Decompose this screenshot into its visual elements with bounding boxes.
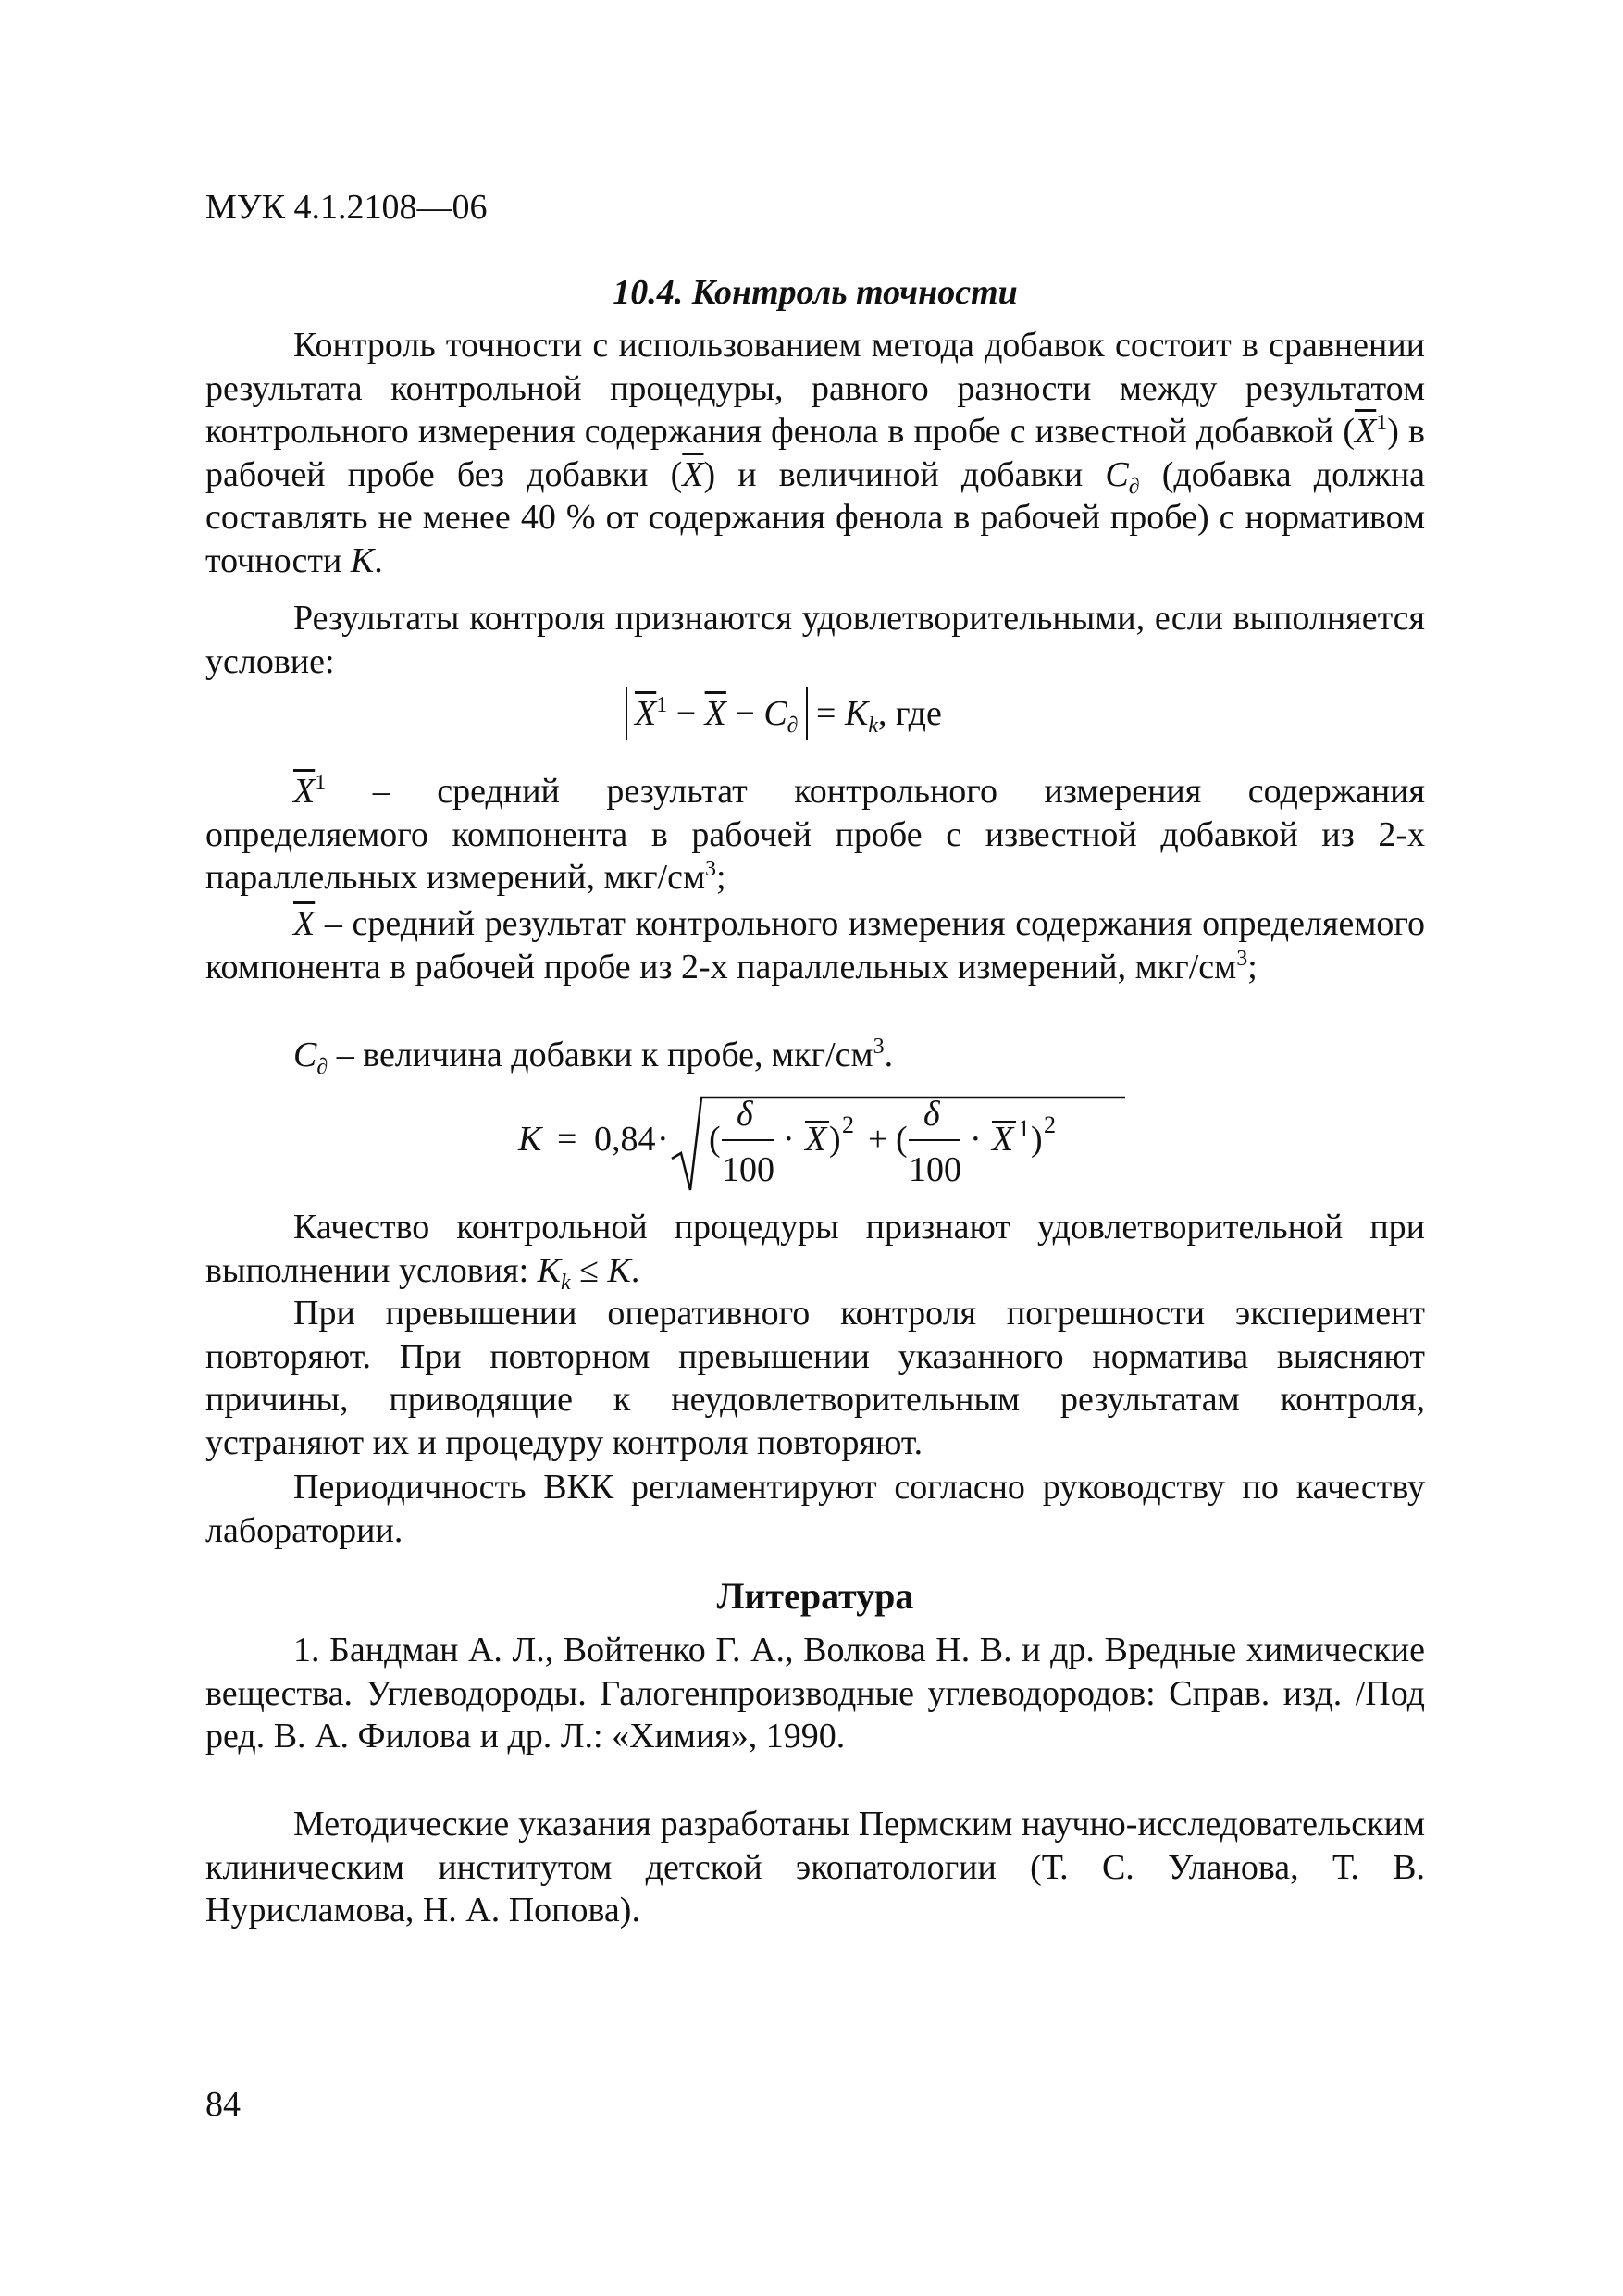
var-x-bar: $\overline{X}$ <box>704 694 726 733</box>
literature-item: 1. Бандман А. Л., Войтенко Г. А., Волкова Н. В. и др. Вредные химические вещества. Углеводороды. Галогенпроизводные углеводородов: Справ. изд. /Под ред. В. А. Филова и др. Л.: «Химия», 1990. <box>205 1631 1425 1756</box>
leq-sign: ≤ <box>579 1250 599 1290</box>
paragraph-periodicity: Периодичность ВКК регламентируют согласно руководству по качеству лаборатории. <box>205 1468 1425 1550</box>
dot-operator: · <box>970 1120 982 1159</box>
dot-operator: · <box>657 1120 669 1159</box>
semicolon: ; <box>716 858 726 897</box>
sub-d: ∂ <box>316 1055 328 1079</box>
doc-code-header: МУК 4.1.2108—06 <box>205 188 488 227</box>
sub-d: ∂ <box>787 714 799 738</box>
def-x-text: – средний результат контрольного измерения содержания определяемого компонента в рабочей пробе из 2-х параллельных измерений, мкг/см <box>205 904 1426 987</box>
paragraph-condition: Результаты контроля признаются удовлетворительными, если выполняется условие: <box>205 599 1425 681</box>
var-k: K <box>607 1250 631 1290</box>
sup-3: 3 <box>705 857 717 881</box>
period: . <box>374 540 383 580</box>
equals-sign: = <box>816 694 836 733</box>
p1-part-a: Контроль точности с использованием метода добавок состоит в сравнении результата контрольной процедуры, равного разности между результатом контрольного измерения содержания фенола в пробе с известной добавкой ( <box>205 326 1425 451</box>
svg-text:): ) <box>829 1120 841 1159</box>
formula-condition <box>626 687 942 740</box>
delta-symbol: δ <box>737 1095 753 1134</box>
var-c: C <box>763 694 787 733</box>
paragraph-exceed: При превышении оперативного контроля погрешности эксперимент повторяют. При повторном превышении указанного норматива выясняют причины, приводящие к неудовлетворительным результатам контроля, устраняют их и процедуру контроля повторяют. <box>205 1294 1425 1462</box>
sub-k: k <box>868 714 878 738</box>
sup-1: 1 <box>315 771 327 795</box>
var-x-bar: $\overline{X}$ <box>293 772 316 811</box>
var-k: K <box>518 1120 542 1159</box>
period: . <box>630 1250 640 1290</box>
definition-x <box>205 902 1425 988</box>
var-x-bar: $\overline{X}$ <box>635 694 657 733</box>
var-k: K <box>537 1250 561 1290</box>
semicolon: ; <box>1247 947 1258 987</box>
var-k: K <box>350 540 375 580</box>
number-100: 100 <box>722 1150 774 1189</box>
sup-3: 3 <box>873 1035 885 1059</box>
var-x-bar: $\overline{X}$ <box>682 454 704 494</box>
def-x1-text: – средний результат контрольного измерения содержания определяемого компонента в рабочей пробе с известной добавкой из 2-х параллельных измерений, мкг/см <box>205 772 1425 897</box>
equals-sign: = <box>557 1120 577 1159</box>
coefficient: 0,84 <box>594 1120 656 1159</box>
var-x-bar: X <box>992 1120 1014 1159</box>
exponent-1: 1 <box>1018 1115 1030 1142</box>
minus-sign: − <box>735 694 755 733</box>
paragraph-quality <box>205 1206 1425 1295</box>
sup-1: 1 <box>1376 411 1388 435</box>
svg-text:(: ( <box>709 1120 721 1159</box>
where-word: , где <box>877 694 942 733</box>
minus-sign: − <box>675 694 697 733</box>
dot-operator: · <box>783 1120 795 1159</box>
var-x-bar: X <box>805 1120 827 1159</box>
var-c: C <box>293 1036 317 1074</box>
p1-part-d: (добавка должна составлять не менее 40 % от содержания фенола в рабочей пробе) с нормативом точности <box>205 454 1426 580</box>
var-c: C <box>1105 454 1129 494</box>
period: . <box>884 1036 894 1074</box>
sub-d: ∂ <box>1128 474 1140 499</box>
definition-cd <box>205 1034 1425 1077</box>
number-100: 100 <box>909 1150 961 1189</box>
sup-1: 1 <box>656 693 668 717</box>
var-x-bar: $\overline{X}$ <box>293 904 316 943</box>
sup-3: 3 <box>1236 946 1248 971</box>
var-x-bar: $\overline{X}$ <box>1355 412 1377 451</box>
svg-text:(: ( <box>896 1120 908 1159</box>
exponent-2: 2 <box>1044 1111 1056 1138</box>
page-number: 84 <box>205 2085 241 2124</box>
p1-part-b: ) в рабочей пробе без добавки ( <box>205 412 1425 494</box>
literature-title: Литература <box>716 1575 914 1617</box>
p3-text: Качество контрольной процедуры признают удовлетворительной при выполнении условия: <box>205 1208 1425 1290</box>
p1-part-c: ) и величиной добавки <box>703 454 1084 494</box>
def-cd-text: – величина добавки к пробе, мкг/см <box>336 1036 873 1074</box>
sub-k: k <box>560 1270 571 1295</box>
paragraph-method-description <box>205 324 1425 582</box>
svg-text:): ) <box>1031 1120 1043 1159</box>
formula-k <box>500 1081 1129 1210</box>
definition-x1 <box>205 770 1425 900</box>
footer-note: Методические указания разработаны Пермским научно-исследовательским клиническим институтом детской экопатологии (Т. С. Уланова, Т. В. Нурисламова, Н. А. Попова). <box>205 1805 1425 1930</box>
exponent-2: 2 <box>842 1111 854 1138</box>
section-title: 10.4. Контроль точности <box>613 273 1018 312</box>
delta-symbol: δ <box>923 1095 940 1134</box>
svg-text:+: + <box>868 1120 888 1159</box>
var-k: K <box>844 694 869 733</box>
